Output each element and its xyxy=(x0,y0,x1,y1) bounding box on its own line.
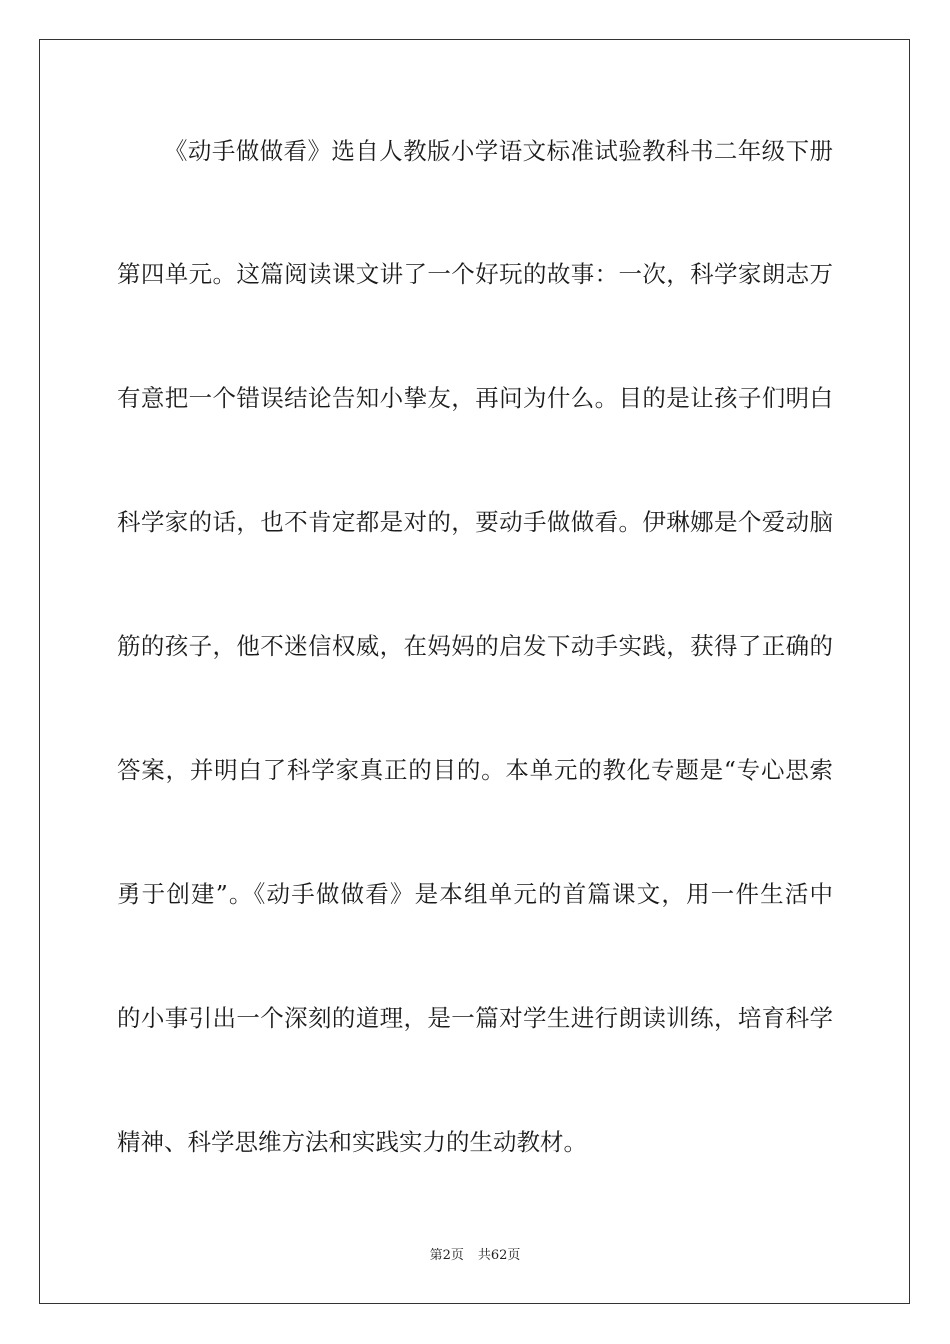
paragraph-line: 答案，并明白了科学家真正的目的。本单元的教化专题是“专心思索 xyxy=(117,756,833,784)
paragraph-line: 第四单元。这篇阅读课文讲了一个好玩的故事：一次，科学家朗志万 xyxy=(117,260,833,288)
paragraph-line: 有意把一个错误结论告知小挚友，再问为什么。目的是让孩子们明白 xyxy=(117,384,833,412)
paragraph-line: 《动手做做看》选自人教版小学语文标准试验教科书二年级下册 xyxy=(164,137,833,165)
page-border xyxy=(39,39,910,1304)
paragraph-line: 科学家的话，也不肯定都是对的，要动手做做看。伊琳娜是个爱动脑 xyxy=(117,508,833,536)
paragraph-line: 的小事引出一个深刻的道理，是一篇对学生进行朗读训练，培育科学 xyxy=(117,1004,833,1032)
page-footer xyxy=(0,1247,950,1265)
paragraph-line: 勇于创建”。《动手做做看》是本组单元的首篇课文，用一件生活中 xyxy=(117,880,833,908)
paragraph-line: 筋的孩子，他不迷信权威，在妈妈的启发下动手实践，获得了正确的 xyxy=(117,632,833,660)
page-number: 第2页 xyxy=(429,1248,464,1263)
page-total: 共62页 xyxy=(477,1248,521,1263)
paragraph-line: 精神、科学思维方法和实践实力的生动教材。 xyxy=(117,1128,587,1156)
